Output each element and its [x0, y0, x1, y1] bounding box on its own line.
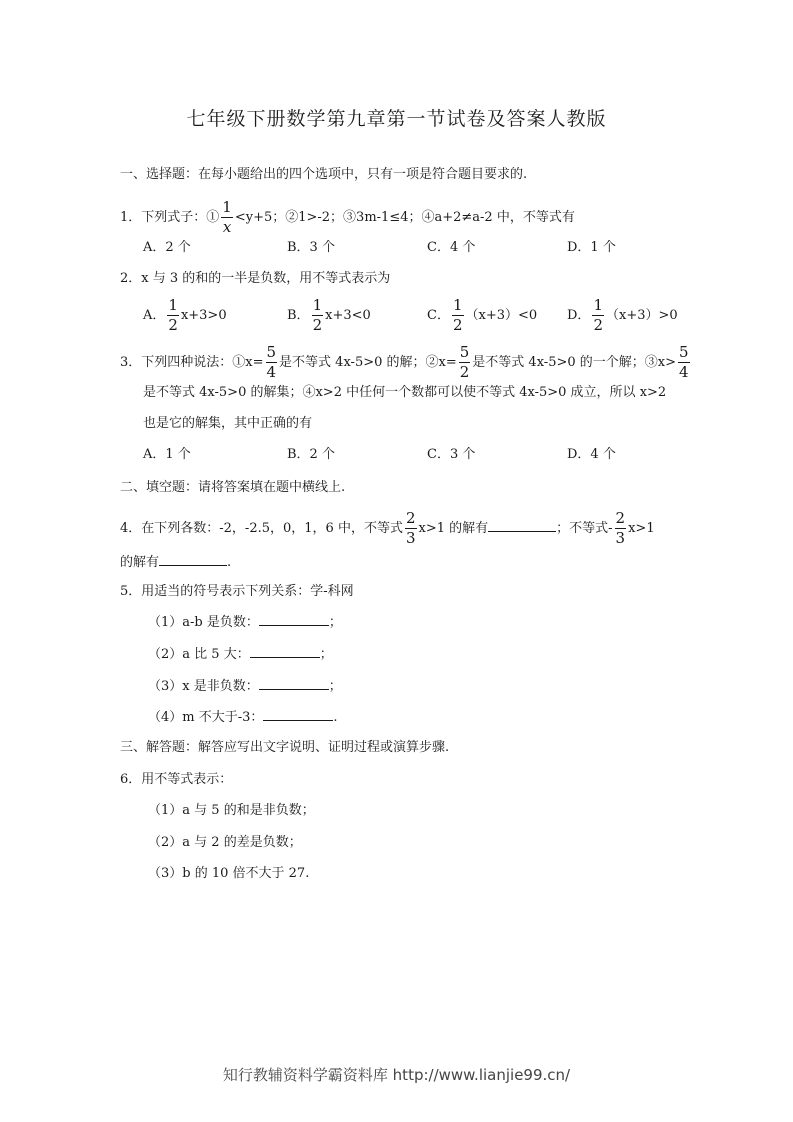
fraction-numerator: 2: [405, 509, 416, 527]
option-fraction: [592, 298, 604, 333]
q4-text-c: ；不等式-: [556, 521, 613, 536]
item-end: ；: [328, 679, 342, 694]
question-6: 6．用不等式表示：: [120, 772, 233, 787]
q3-option-d: D．4 个: [567, 447, 616, 462]
item-text: （4）m 不大于-3：: [148, 710, 264, 725]
section-2-heading: 二、填空题：请将答案填在题中横线上.: [120, 480, 346, 495]
fraction-denominator: 2: [312, 316, 323, 334]
q3-fraction-1: [266, 345, 278, 380]
answer-blank[interactable]: [263, 708, 333, 721]
question-1: [120, 200, 575, 235]
fraction-numerator: 5: [459, 343, 470, 361]
q2-option-c: [427, 298, 537, 333]
option-label: C．: [427, 308, 450, 323]
q1-prefix: 1．下列式子：①: [120, 210, 220, 225]
q4-fraction-2: [615, 511, 627, 546]
q1-option-b: B．3 个: [287, 240, 335, 255]
q4-fraction-1: [405, 511, 417, 546]
question-4-line-2: [120, 553, 231, 572]
item-end: ；: [328, 615, 342, 630]
item-text: （3）x 是非负数：: [148, 679, 259, 694]
q6-item-1: （1）a 与 5 的和是非负数；: [148, 803, 315, 818]
fraction-numerator: 1: [593, 296, 603, 314]
q4-text-a: 4．在下列各数：-2，-2.5，0，1，6 中，不等式: [120, 521, 403, 536]
q1-option-c: C．4 个: [427, 240, 476, 255]
q5-item-1: [148, 613, 342, 632]
option-label: B．: [287, 308, 310, 323]
option-fraction: [312, 298, 324, 333]
q3-text-a: 3．下列四种说法：①x=: [120, 355, 264, 370]
question-4-line-1: [120, 511, 655, 546]
fraction-denominator: 3: [615, 529, 626, 547]
answer-blank[interactable]: [259, 613, 329, 626]
answer-blank[interactable]: [159, 553, 227, 566]
item-text: （1）a-b 是负数：: [148, 615, 259, 630]
q1-option-d: D．1 个: [567, 240, 616, 255]
option-tail: x+3>0: [180, 308, 227, 323]
question-2: 2．x 与 3 的和的一半是负数，用不等式表示为: [120, 271, 391, 286]
fraction-denominator: 2: [459, 363, 470, 381]
item-text: （2）a 比 5 大：: [148, 647, 250, 662]
q4-text-b: x>1 的解有: [418, 521, 489, 536]
fraction-numerator: 1: [222, 198, 232, 216]
answer-blank[interactable]: [250, 645, 320, 658]
answer-blank[interactable]: [259, 677, 329, 690]
page-title: 七年级下册数学第九章第一节试卷及答案人教版: [186, 108, 607, 130]
q6-item-3: （3）b 的 10 倍不大于 27.: [148, 866, 310, 881]
option-fraction: [452, 298, 464, 333]
q5-item-4: [148, 708, 338, 727]
question-3-line-2: 是不等式 4x-5>0 的解集；④x>2 中任何一个数都可以使不等式 4x-5>0 成立，所以 x>2: [143, 385, 667, 400]
q5-item-2: [148, 645, 333, 664]
q1-option-a: A．2 个: [143, 240, 191, 255]
fraction-denominator: 4: [679, 363, 689, 381]
option-fraction: [167, 298, 179, 333]
fraction-denominator: 2: [168, 316, 178, 334]
q4-text-f: .: [227, 555, 232, 570]
fraction-denominator: 2: [452, 316, 463, 334]
q3-text-b: 是不等式 4x-5>0 的解；②x=: [279, 355, 457, 370]
fraction-numerator: 2: [615, 509, 626, 527]
fraction-numerator: 5: [266, 343, 277, 361]
fraction-numerator: 1: [312, 296, 323, 314]
fraction-numerator: 1: [168, 296, 178, 314]
q3-fraction-2: [459, 345, 471, 380]
q1-fraction: [221, 200, 233, 235]
item-end: ；: [319, 647, 333, 662]
fraction-numerator: 1: [452, 296, 463, 314]
fraction-denominator: 2: [593, 316, 603, 334]
fraction-numerator: 5: [679, 343, 689, 361]
answer-blank[interactable]: [488, 519, 556, 532]
q4-text-e: 的解有: [120, 555, 160, 570]
fraction-denominator: 4: [266, 363, 277, 381]
item-end: .: [333, 710, 338, 725]
question-5: 5．用适当的符号表示下列关系：学-科网: [120, 584, 354, 599]
q1-suffix: <y+5；②1>-2；③3m-1≤4；④a+2≠a-2 中，不等式有: [234, 210, 575, 225]
q3-text-c: 是不等式 4x-5>0 的一个解；③x>: [472, 355, 676, 370]
section-1-heading: 一、选择题：在每小题给出的四个选项中，只有一项是符合题目要求的.: [120, 167, 528, 182]
question-3-line-3: 也是它的解集，其中正确的有: [143, 416, 313, 431]
q2-option-d: [567, 298, 678, 333]
option-tail: （x+3）>0: [605, 308, 678, 323]
option-label: D．: [567, 308, 591, 323]
q6-item-2: （2）a 与 2 的差是负数；: [148, 835, 302, 850]
footer-watermark: 知行教辅资料学霸资料库 http://www.lianjie99.cn/: [222, 1066, 571, 1084]
option-tail: （x+3）<0: [465, 308, 538, 323]
option-tail: x+3<0: [325, 308, 371, 323]
q2-option-a: [143, 298, 227, 333]
fraction-denominator: 3: [405, 529, 416, 547]
option-label: A．: [143, 308, 166, 323]
q4-text-d: x>1: [628, 521, 655, 536]
q3-option-b: B．2 个: [287, 447, 335, 462]
fraction-denominator: x: [222, 218, 232, 236]
q3-option-a: A．1 个: [143, 447, 191, 462]
q5-item-3: [148, 677, 342, 696]
q3-option-c: C．3 个: [427, 447, 476, 462]
question-3-line-1: [120, 345, 692, 380]
section-3-heading: 三、解答题：解答应写出文字说明、证明过程或演算步骤.: [120, 740, 450, 755]
q3-fraction-3: [678, 345, 690, 380]
q2-option-b: [287, 298, 371, 333]
